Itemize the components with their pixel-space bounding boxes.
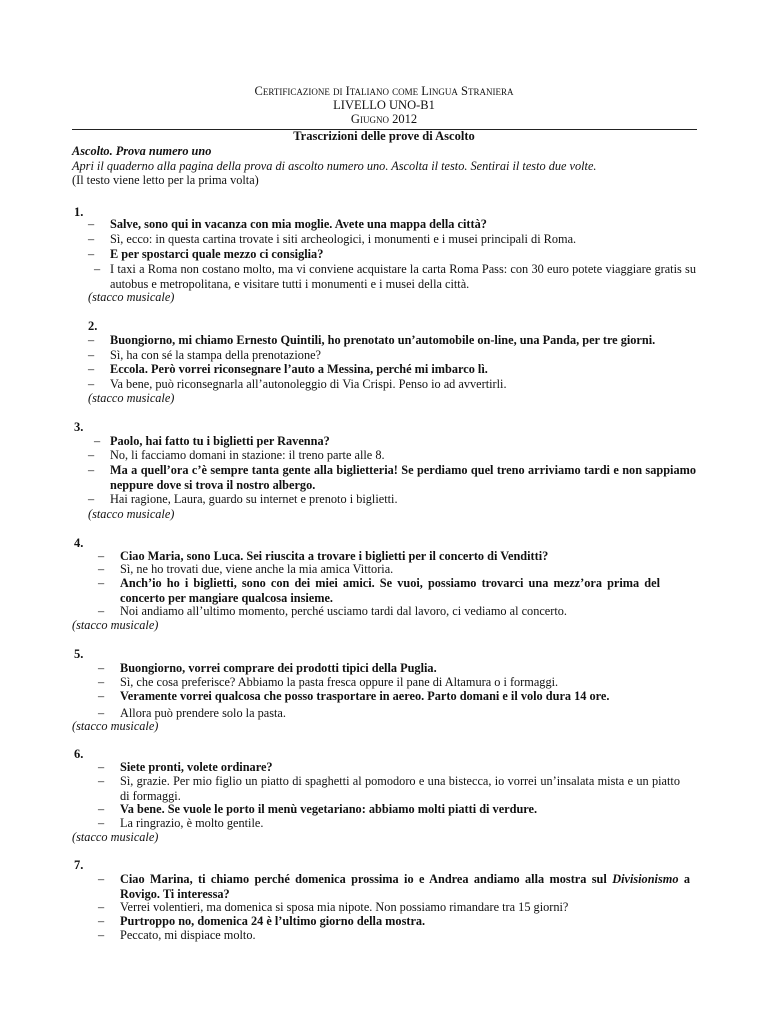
dialogue-line: Ma a quell’ora c’è sempre tanta gente alla biglietteria! Se perdiamo quel treno arriviamo tardi e non sappiamo neppure dove si trova il nostro albergo. [110,463,696,492]
music-break: (stacco musicale) [88,391,175,405]
dialogue-dash: – [88,492,95,506]
music-break: (stacco musicale) [88,290,175,304]
reading-note: (Il testo viene letto per la prima volta) [72,173,259,187]
dialogue-line: Sì, ne ho trovati due, viene anche la mia amica Vittoria. [120,562,394,576]
dialogue-dash: – [88,247,95,261]
dialogue-line: Sì, che cosa preferisce? Abbiamo la pasta fresca oppure il pane di Altamura o i formaggi. [120,675,559,689]
dialogue-dash: – [88,232,95,246]
dialogue-line: Sì, grazie. Per mio figlio un piatto di spaghetti al pomodoro e una bistecca, io vorrei un’insalata mista e un piatto di formaggi. [120,774,680,803]
dialogue-dash: – [98,760,105,774]
dialogue-line: Va bene. Se vuole le porto il menù vegetariano: abbiamo molti piatti di verdure. [120,802,538,816]
document-subtitle: Trascrizioni delle prove di Ascolto [293,129,475,143]
test-heading: Ascolto. Prova numero uno [72,144,212,158]
dialogue-dash: – [98,689,105,703]
section-number: 7. [74,858,84,872]
dialogue-line: Buongiorno, vorrei comprare dei prodotti tipici della Puglia. [120,661,437,675]
dialogue-dash: – [88,463,95,477]
dialogue-dash: – [98,576,105,590]
dialogue-line: Eccola. Però vorrei riconsegnare l’auto a Messina, perché mi imbarco lì. [110,362,488,376]
dialogue-line: I taxi a Roma non costano molto, ma vi conviene acquistare la carta Roma Pass: con 30 euro potete viaggiare gratis su autobus e metropolitana, e visitare tutti i monumenti e i musei della città. [110,262,696,291]
dialogue-dash: – [98,675,105,689]
dialogue-dash: – [98,802,105,816]
section-number: 3. [74,420,84,434]
dialogue-line: Anch’io ho i biglietti, sono con dei miei amici. Se vuoi, possiamo trovarci una mezz’ora prima del concerto per mangiare qualcosa insieme. [120,576,660,605]
dialogue-dash: – [98,774,105,788]
music-break: (stacco musicale) [72,719,159,733]
section-number: 5. [74,647,84,661]
dialogue-dash: – [88,448,95,462]
dialogue-line: Sì, ha con sé la stampa della prenotazione? [110,348,322,362]
dialogue-line: Buongiorno, mi chiamo Ernesto Quintili, ho prenotato un’automobile on-line, una Panda, per tre giorni. [110,333,656,347]
test-instruction: Apri il quaderno alla pagina della prova di ascolto numero uno. Ascolta il testo. Sentirai il testo due volte. [72,159,597,173]
level-title: LIVELLO UNO-B1 [333,98,435,112]
dialogue-line: Siete pronti, volete ordinare? [120,760,273,774]
dialogue-dash: – [88,348,95,362]
certification-title: Certificazione di Italiano come Lingua Straniera [254,84,514,98]
dialogue-dash: – [98,872,105,886]
music-break: (stacco musicale) [72,618,159,632]
section-number: 2. [88,319,98,333]
dialogue-line: Ciao Maria, sono Luca. Sei riuscita a trovare i biglietti per il concerto di Venditti? [120,549,549,563]
dialogue-dash: – [94,262,101,276]
dialogue-line: Noi andiamo all’ultimo momento, perché usciamo tardi dal lavoro, ci vediamo al concerto. [120,604,567,618]
session-date: Giugno 2012 [350,112,418,126]
music-break: (stacco musicale) [72,830,159,844]
dialogue-dash: – [88,377,95,391]
section-number: 4. [74,536,84,550]
dialogue-line: Peccato, mi dispiace molto. [120,928,256,942]
dialogue-line: Paolo, hai fatto tu i biglietti per Ravenna? [110,434,330,448]
dialogue-line: Va bene, può riconsegnarla all’autonoleggio di Via Crispi. Penso io ad avvertirli. [110,377,507,391]
dialogue-line: No, li facciamo domani in stazione: il treno parte alle 8. [110,448,385,462]
dialogue-dash: – [88,362,95,376]
dialogue-dash: – [88,217,95,231]
dialogue-dash: – [98,562,105,576]
dialogue-dash: – [98,661,105,675]
dialogue-dash: – [98,928,105,942]
dialogue-line: Allora può prendere solo la pasta. [120,706,286,720]
exhibition-name: Divisionismo [612,872,679,886]
dialogue-line: Ciao Marina, ti chiamo perché domenica prossima io e Andrea andiamo alla mostra sul Divisionismo a Rovigo. Ti interessa? [120,872,690,901]
dialogue-dash: – [94,434,101,448]
dialogue-line: Hai ragione, Laura, guardo su internet e prenoto i biglietti. [110,492,398,506]
dialogue-line: E per spostarci quale mezzo ci consiglia? [110,247,324,261]
section-number: 1. [74,205,84,219]
dialogue-dash: – [98,706,105,720]
dialogue-line: Veramente vorrei qualcosa che posso trasportare in aereo. Parto domani e il volo dura 14 ore. [120,689,610,703]
dialogue-dash: – [98,604,105,618]
dialogue-line: Verrei volentieri, ma domenica si sposa mia nipote. Non possiamo rimandare tra 15 giorni? [120,900,569,914]
dialogue-dash: – [98,914,105,928]
dialogue-line: Purtroppo no, domenica 24 è l’ultimo giorno della mostra. [120,914,426,928]
music-break: (stacco musicale) [88,507,175,521]
dialogue-line: Salve, sono qui in vacanza con mia moglie. Avete una mappa della città? [110,217,487,231]
dialogue-line: Sì, ecco: in questa cartina trovate i siti archeologici, i monumenti e i musei principali di Roma. [110,232,577,246]
dialogue-line: La ringrazio, è molto gentile. [120,816,264,830]
dialogue-dash: – [98,549,105,563]
section-number: 6. [74,747,84,761]
dialogue-dash: – [88,333,95,347]
dialogue-dash: – [98,900,105,914]
dialogue-dash: – [98,816,105,830]
